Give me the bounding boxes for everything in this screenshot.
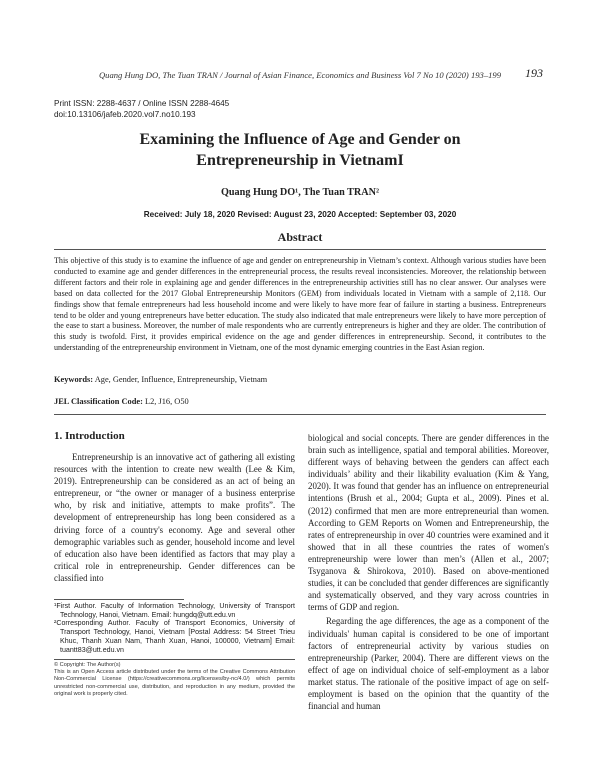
issn-block <box>54 98 229 120</box>
keywords-value: Age, Gender, Influence, Entrepreneurship, Vietnam <box>93 375 268 384</box>
section-heading-introduction: 1. Introduction <box>54 430 125 442</box>
intro-paragraph-3: Regarding the age differences, the age as a component of the individuals' human capital is considered to be one of important factors of entrepreneurial activity by various studies on entrepreneurship (Parker, 2004). There are different views on the effect of age on individual choice of self-employment as a labor market status. The rationale of the positive impact of age on self-employment is based on the opinion that the quantity of the financial and human <box>308 616 549 712</box>
submission-dates: Received: July 18, 2020 Revised: August 23, 2020 Accepted: September 03, 2020 <box>143 210 457 219</box>
running-head: Quang Hung DO, The Tuan TRAN / Journal of Asian Finance, Economics and Business Vol 7 No 10 (2020) 193–199 <box>98 70 502 80</box>
license-text: This is an Open Access article distributed under the terms of the Creative Commons Attribution Non-Commercial License (https://creativecommons.org/licenses/by-nc/4.0/) which permits unrestricted non-commercial use, distribution, and reproduction in any medium, provided the original work is properly cited. <box>54 669 295 697</box>
left-column <box>54 430 295 584</box>
abstract-top-rule <box>54 249 546 250</box>
intro-paragraph-2: biological and social concepts. There are gender differences in the brain such as intelligence, spatial and temporal abilities. Moreover, different ways of behaving between the genders can affect each individuals’ ability and their likability evaluation (Kim & Yang, 2020). It was found that gender has an influence on entrepreneurial intentions (Brush et al., 2004; Gupta et al., 2009). Pines et al. (2012) confirmed that men are more entrepreneurial than women. According to GEM Reports on Women and Entrepreneurship, the rates of entrepreneurship in over 40 countries were examined and it showed that in all these countries the rates of women's entrepreneurship were lower than men’s (Allen et al., 2007; Tsyganova & Shirokova, 2010). Based on above-mentioned studies, it can be concluded that gender differences are significantly and systematically observed, and they vary across countries in terms of GDP and region. <box>308 433 549 613</box>
title-line-2: Entrepreneurship in VietnamI <box>196 152 404 169</box>
abstract-bottom-rule <box>54 414 546 415</box>
jel-value: L2, J16, O50 <box>142 397 189 406</box>
authors: Quang Hung DO¹, The Tuan TRAN² <box>220 187 380 198</box>
copyright-line: © Copyright: The Author(s) <box>54 662 121 668</box>
footnote-corresponding-author: ²Corresponding Author. Faculty of Transport Economics, University of Transport Technology, Hanoi, Vietnam [Postal Address: 54 Street Trieu Khuc, Thanh Xuan Nam, Thanh Xuan, Hanoi, 100000, Vietnam] Email: tuantt83@utt.edu.vn <box>54 619 295 654</box>
right-column <box>308 432 549 712</box>
footnote-rule <box>54 599 184 600</box>
keywords <box>54 375 546 384</box>
keywords-label: Keywords: <box>54 375 94 384</box>
page-number: 193 <box>525 66 543 80</box>
footnotes <box>54 602 295 654</box>
abstract-heading: Abstract <box>277 230 323 244</box>
copyright-rule <box>54 659 295 660</box>
jel-label: JEL Classification Code: <box>54 397 143 406</box>
title-line-1: Examining the Influence of Age and Gender on <box>139 131 461 148</box>
intro-paragraph-1: Entrepreneurship is an innovative act of gathering all existing resources with the intention to create new wealth (Lee & Kim, 2019). Entrepreneurship can be considered as an act of being an entrepreneur, or “the owner or manager of a business enterprise who, by risk and initiative, attempts to make profits”. The development of entrepreneurship has long been considered as a driving force of a country's economy. Age and several other demographic variables such as gender, household income and level of education also have been identified as factors that may play a critical role in entrepreneurship. Gender differences can be classified into <box>54 452 295 583</box>
footnote-first-author: ¹First Author. Faculty of Information Technology, University of Transport Technology, Hanoi, Vietnam. Email: hungdq@utt.edu.vn <box>54 602 295 619</box>
copyright-notice <box>54 662 295 698</box>
abstract-text: This objective of this study is to examine the influence of age and gender on entrepreneurship in Vietnam’s context. Although various studies have been conducted to examine age and gender differences in the entrepreneurial process, the results reveal inconsistencies. Moreover, the relationship between different factors and their role in explaining age and gender differences in the entrepreneurship activities still has no clear answer. Our analyses were based on data collected for the 2017 Global Entrepreneurship Monitors (GEM) from individuals located in Vietnam with a sample of 2,118. Our findings show that female entrepreneurs had less household income and were likely to have more fear of failure in starting a business. Entrepreneurs tend to be older and young entrepreneurs have better education. The study also indicated that male entrepreneurs were likely to have more perception of the ease to start a business. Moreover, the number of male respondents who are currently entrepreneurs is higher and they are older. The contribution of this study is twofold. First, it provides empirical evidence on the age and gender differences in entrepreneurship. Second, it contributes to the understanding of the entrepreneurship environment in Vietnam, one of the most dynamic emerging countries in the East Asian region. <box>54 256 546 353</box>
issn-line: Print ISSN: 2288-4637 / Online ISSN 2288-4645 <box>54 99 230 108</box>
doi-line: doi:10.13106/jafeb.2020.vol7.no10.193 <box>54 110 196 119</box>
paper-title <box>40 129 560 171</box>
jel-classification <box>54 397 546 406</box>
